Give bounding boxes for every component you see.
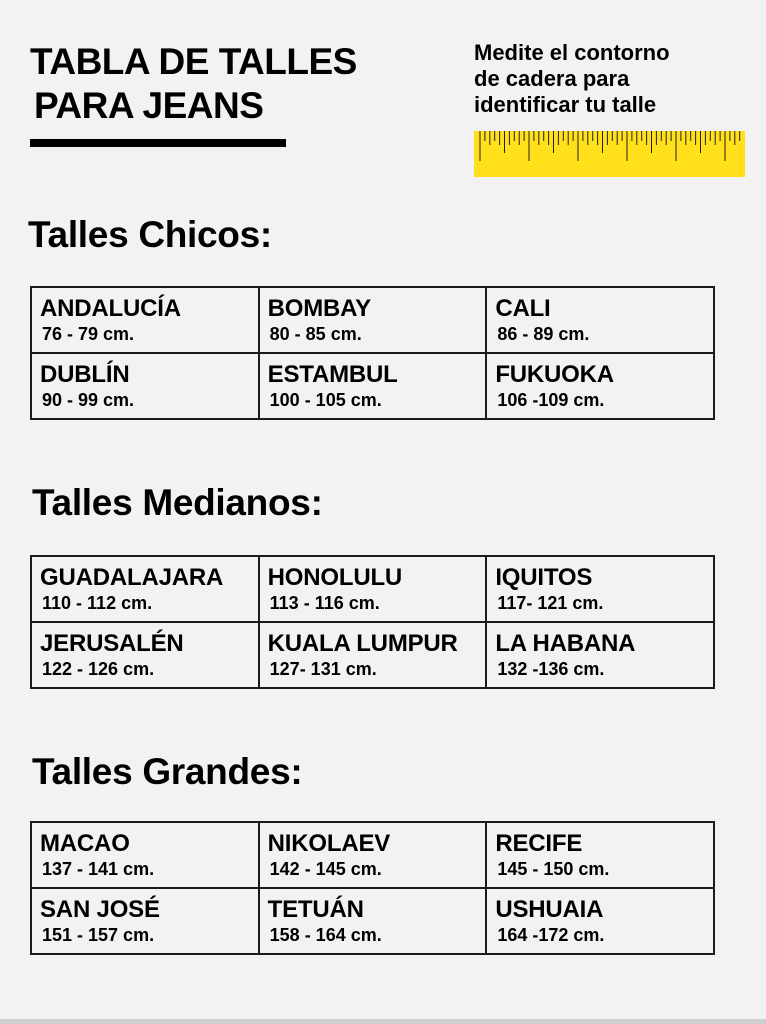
size-range: 122 - 126 cm. [42,659,155,679]
size-range: 117- 121 cm. [497,593,604,613]
size-name: TETUÁN [267,896,364,923]
size-table-small [30,286,715,420]
size-cell [486,556,714,622]
size-name: JERUSALÉN [40,630,184,657]
size-name: CALI [495,295,551,322]
size-name: SAN JOSÉ [40,896,160,923]
size-name: BOMBAY [267,295,371,322]
size-cell [259,822,487,888]
page-title [30,40,357,128]
section-heading-small: Talles Chicos: [28,214,272,255]
size-range: 158 - 164 cm. [269,925,382,945]
table-row [31,556,714,622]
size-name: KUALA LUMPUR [267,630,458,657]
size-name: NIKOLAEV [267,830,391,857]
size-range: 106 -109 cm. [497,390,605,410]
section-heading-medium: Talles Medianos: [32,482,323,523]
size-name: HONOLULU [267,564,403,591]
size-cell [31,622,259,688]
measure-instruction [474,40,744,118]
measuring-tape-icon [474,131,745,177]
title-line-2: PARA JEANS [34,85,264,126]
size-range: 86 - 89 cm. [497,324,590,344]
size-cell [486,888,714,954]
size-name: ANDALUCÍA [40,295,181,322]
size-table-large [30,821,715,955]
table-row [31,287,714,353]
size-cell [31,822,259,888]
instruction-line-2: de cadera para [474,66,630,91]
table-row [31,622,714,688]
size-name: GUADALAJARA [40,564,224,591]
size-cell [259,556,487,622]
size-table-medium [30,555,715,689]
size-name: USHUAIA [495,896,604,923]
size-name: LA HABANA [495,630,636,657]
size-range: 137 - 141 cm. [42,859,155,879]
size-name: RECIFE [495,830,583,857]
size-name: DUBLÍN [40,361,130,388]
size-range: 151 - 157 cm. [42,925,155,945]
size-name: FUKUOKA [495,361,614,388]
size-cell [486,353,714,419]
instruction-line-1: Medite el contorno [474,40,670,65]
bottom-divider [0,1019,766,1024]
size-range: 110 - 112 cm. [42,593,153,613]
title-underline [30,139,286,147]
size-range: 113 - 116 cm. [269,593,380,613]
size-range: 76 - 79 cm. [42,324,135,344]
size-cell [259,622,487,688]
size-cell [259,888,487,954]
size-range: 132 -136 cm. [497,659,605,679]
size-range: 80 - 85 cm. [269,324,362,344]
size-cell [486,822,714,888]
title-line-1: TABLA DE TALLES [30,41,357,82]
instruction-line-3: identificar tu talle [474,92,657,117]
size-cell [259,353,487,419]
size-cell [31,556,259,622]
size-name: MACAO [40,830,130,857]
table-row [31,888,714,954]
size-range: 145 - 150 cm. [497,859,610,879]
table-row [31,822,714,888]
size-cell [31,353,259,419]
size-cell [31,888,259,954]
size-cell [259,287,487,353]
size-cell [31,287,259,353]
size-range: 90 - 99 cm. [42,390,135,410]
size-range: 127- 131 cm. [269,659,377,679]
size-range: 164 -172 cm. [497,925,605,945]
size-cell [486,287,714,353]
size-range: 100 - 105 cm. [269,390,382,410]
table-row [31,353,714,419]
section-heading-large: Talles Grandes: [32,751,303,792]
size-name: IQUITOS [495,564,593,591]
size-range: 142 - 145 cm. [269,859,382,879]
size-name: ESTAMBUL [267,361,398,388]
size-cell [486,622,714,688]
